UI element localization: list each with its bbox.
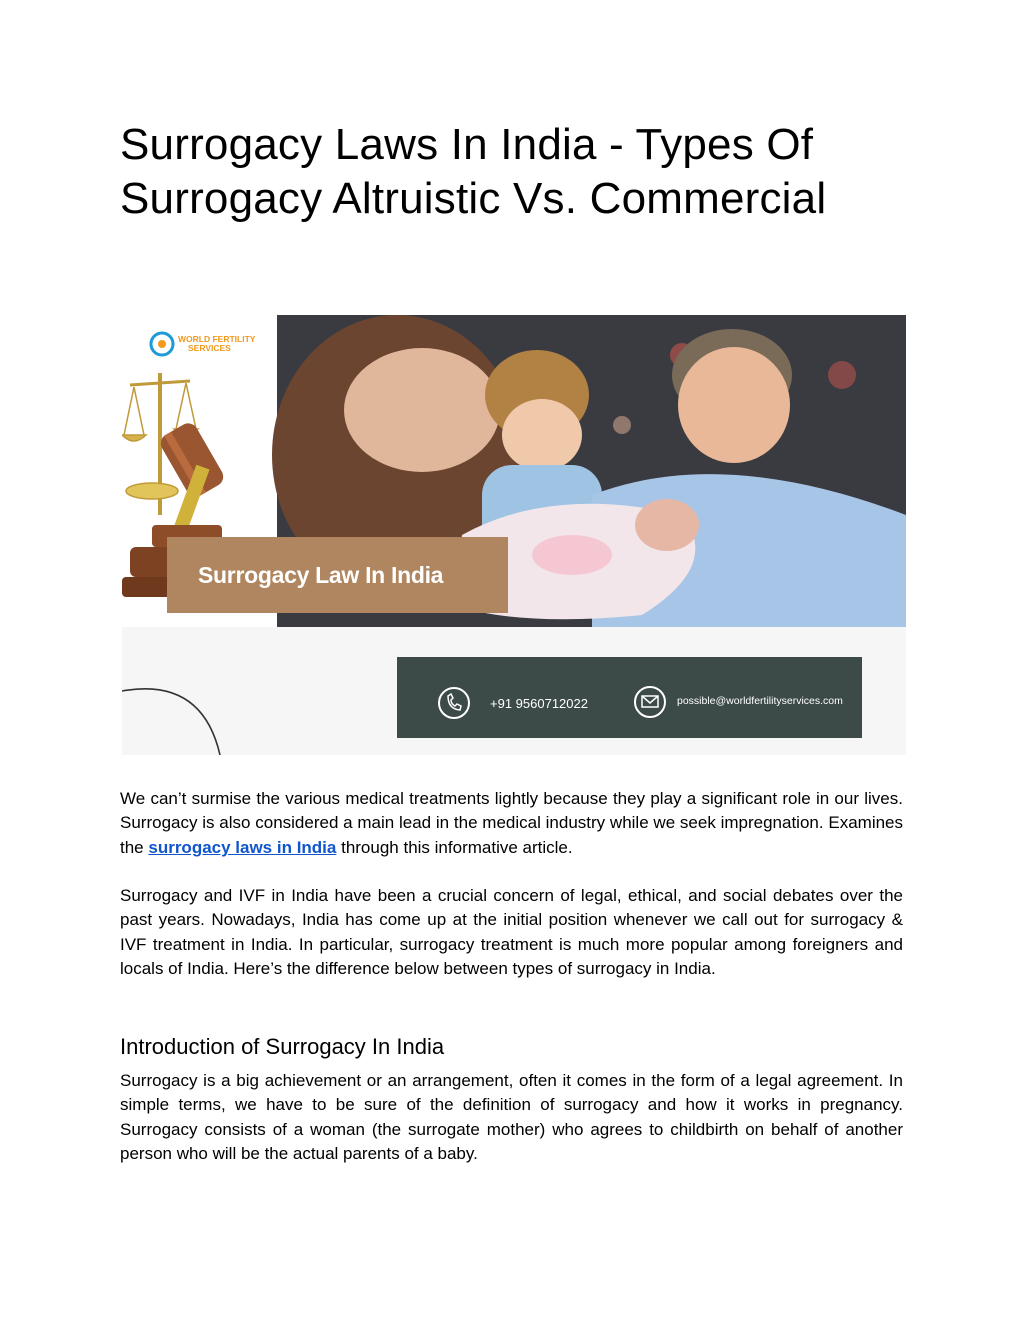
contact-bar [397,657,862,738]
logo-line1: WORLD FERTILITY [178,334,256,344]
banner-caption: Surrogacy Law In India [198,562,444,588]
intro-text-after: through this informative article. [336,837,573,857]
hero-banner-image [122,315,906,755]
logo-line2: SERVICES [188,343,231,353]
contact-email: possible@worldfertilityservices.com [677,695,843,707]
intro-text-before: We can’t surmise the various medical treatments lightly because they play a significant role in our lives. Surrogacy is also considered a main lead in the medical industry while we seek impregnation. Examines the [120,789,903,857]
contact-phone: +91 9560712022 [490,696,588,711]
page-title: Surrogacy Laws In India - Types Of Surrogacy Altruistic Vs. Commercial [120,120,827,223]
section-heading: Introduction of Surrogacy In India [120,1034,445,1059]
second-paragraph: Surrogacy and IVF in India have been a crucial concern of legal, ethical, and social debates over the past years. Nowadays, India has come up at the initial position whenever we call out for surrogacy & IVF treatment in India. In particular, surrogacy treatment is much more popular among foreigners and locals of India. Here’s the difference below between types of surrogacy in India. [120,886,903,979]
surrogacy-laws-link[interactable]: surrogacy laws in India [148,837,337,857]
third-paragraph: Surrogacy is a big achievement or an arrangement, often it comes in the form of a legal agreement. In simple terms, we have to be sure of the definition of surrogacy and how it works in pregnancy. Surrogacy consists of a woman (the surrogate mother) who agrees to childbirth on behalf of another person who will be the actual parents of a baby. [120,1071,903,1164]
intro-paragraph [120,787,903,860]
